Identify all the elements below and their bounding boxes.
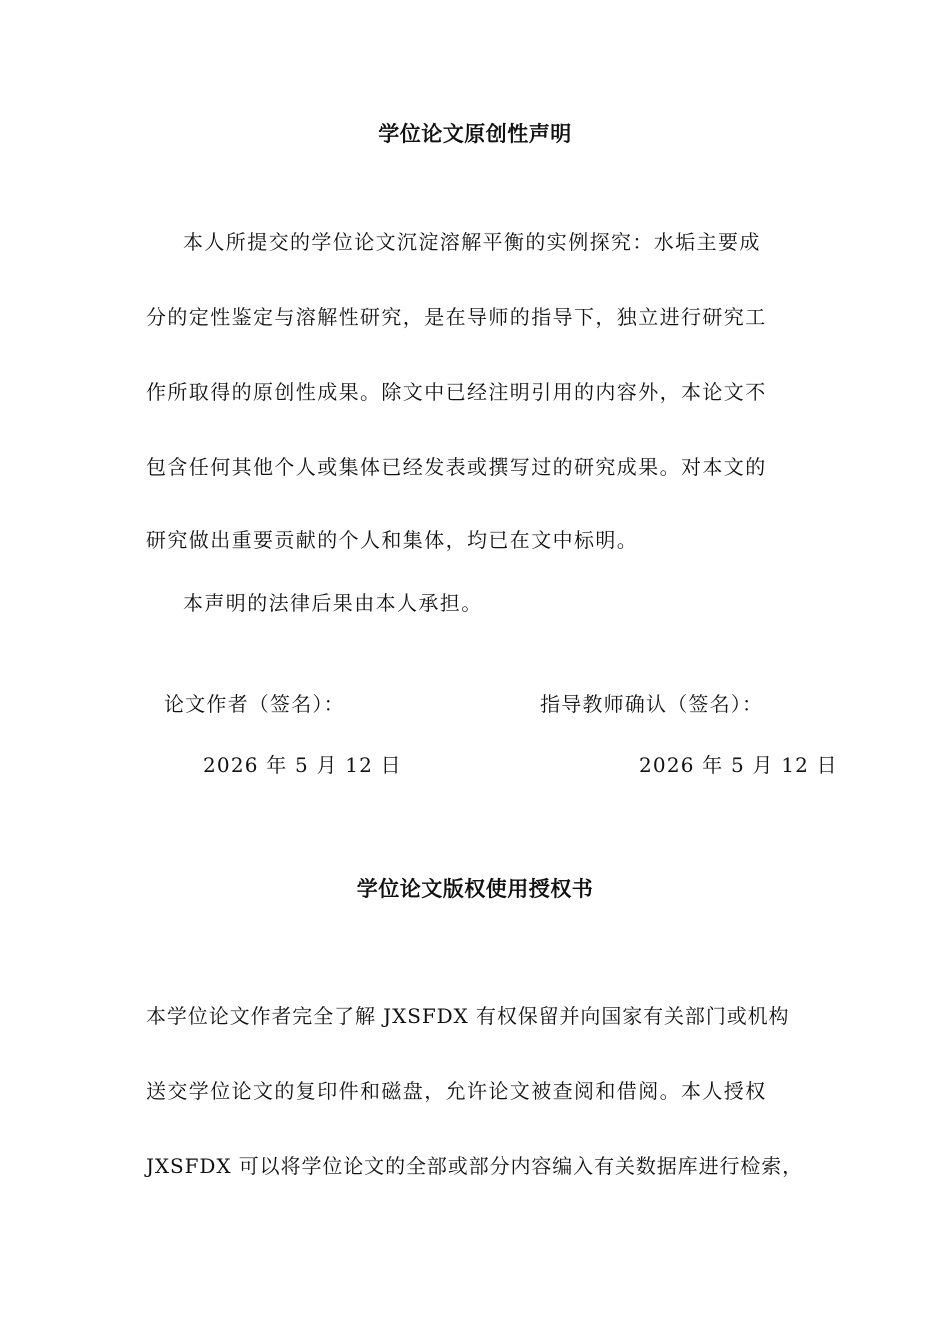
authorization-title: 学位论文版权使用授权书 [356,877,594,901]
authorization-line-3: JXSFDX 可以将学位论文的全部或部分内容编入有关数据库进行检索， [146,1154,804,1178]
declaration-line-3: 作所取得的原创性成果。除文中已经注明引用的内容外，本论文不 [146,380,767,404]
advisor-date: 2026 年 5 月 12 日 [639,753,838,777]
declaration-line-2: 分的定性鉴定与溶解性研究，是在导师的指导下，独立进行研究工 [146,305,767,329]
declaration-line-1: 本人所提交的学位论文沉淀溶解平衡的实例探究：水垢主要成 [183,230,761,254]
declaration-line-4: 包含任何其他个人或集体已经发表或撰写过的研究成果。对本文的 [146,455,767,479]
author-signature-label: 论文作者（签名）： [164,692,345,716]
authorization-line-1: 本学位论文作者完全了解 JXSFDX 有权保留并向国家有关部门或机构 [146,1004,790,1028]
authorization-line-2: 送交学位论文的复印件和磁盘，允许论文被查阅和借阅。本人授权 [146,1079,767,1103]
liability-statement: 本声明的法律后果由本人承担。 [183,591,483,615]
author-date: 2026 年 5 月 12 日 [203,753,402,777]
declaration-title: 学位论文原创性声明 [378,122,572,146]
declaration-line-5: 研究做出重要贡献的个人和集体，均已在文中标明。 [146,528,639,552]
advisor-signature-label: 指导教师确认（签名）： [540,692,764,716]
